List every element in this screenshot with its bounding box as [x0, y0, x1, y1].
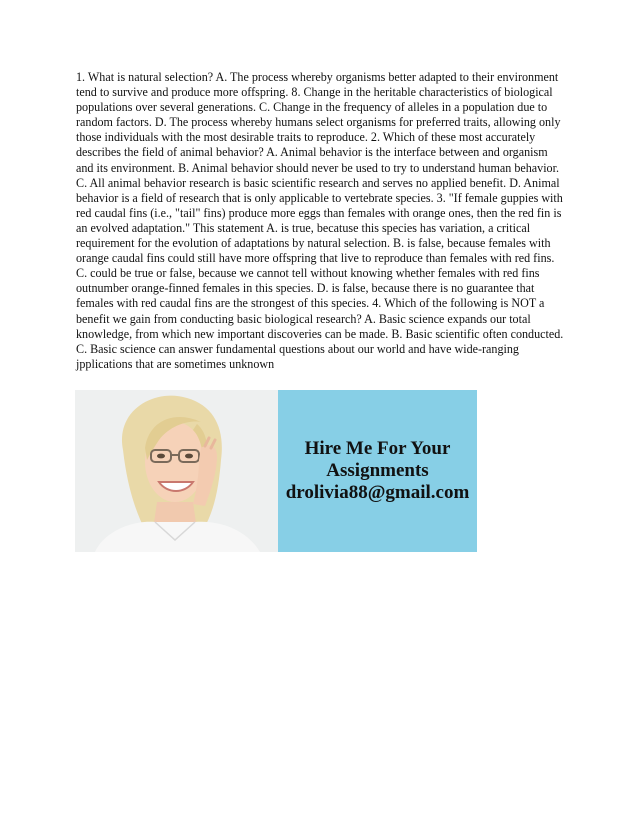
document-body-text: 1. What is natural selection? A. The process whereby organisms better adapted to their environment tend to survive and produce more offspring. 8. Change in the heritable characteristics of biological populations over several generations. C. Change in the frequency of alleles in a population due to random factors. D. The process whereby humans select organisms for preferred traits, allowing only those individuals with the most desirable traits to reproduce. 2. Which of these most accurately describes the field of animal behavior? A. Animal behavior is the interface between and organism and its environment. B. Animal behavior should never be used to try to understand human behavior. C. All animal behavior research is basic scientific research and serves no applied benefit. D. Animal behavior is a field of research that is only applicable to vertebrate species. 3. "If female guppies with red caudal fins (i.e., "tail" fins) produce more eggs than females with orange ones, then the red fin is an evolved adaptation." This statement A. is true, becatuse this species has variation, a critical requirement for the evolution of adaptations by natural selection. B. is false, because females with orange caudal fins could still have more offspring that live to reproduce than females with red fins. C. could be true or false, because we cannot tell without knowing whether females with red fins outnumber orange-finned females in this species. D. is false, because there is no guarantee that females with red caudal fins are the strongest of this species. 4. Which of the following is NOT a benefit we gain from conducting basic biological research? A. Basic science expands our total knowledge, from which new important discoveries can be made. B. Basic scientific often conducted. C. Basic science can answer fundamental questions about our world and have wide-ranging jpplications that are sometimes unknown [76, 70, 564, 371]
woman-photo [75, 390, 278, 552]
ad-email-contact[interactable]: drolivia88@gmail.com [285, 482, 470, 503]
woman-illustration [75, 390, 278, 552]
ad-headline-line1: Hire Me For Your [304, 438, 451, 459]
advertisement-panel[interactable] [278, 390, 477, 552]
advertisement-banner[interactable] [75, 390, 477, 552]
ad-headline-line2: Assignments [326, 460, 429, 481]
